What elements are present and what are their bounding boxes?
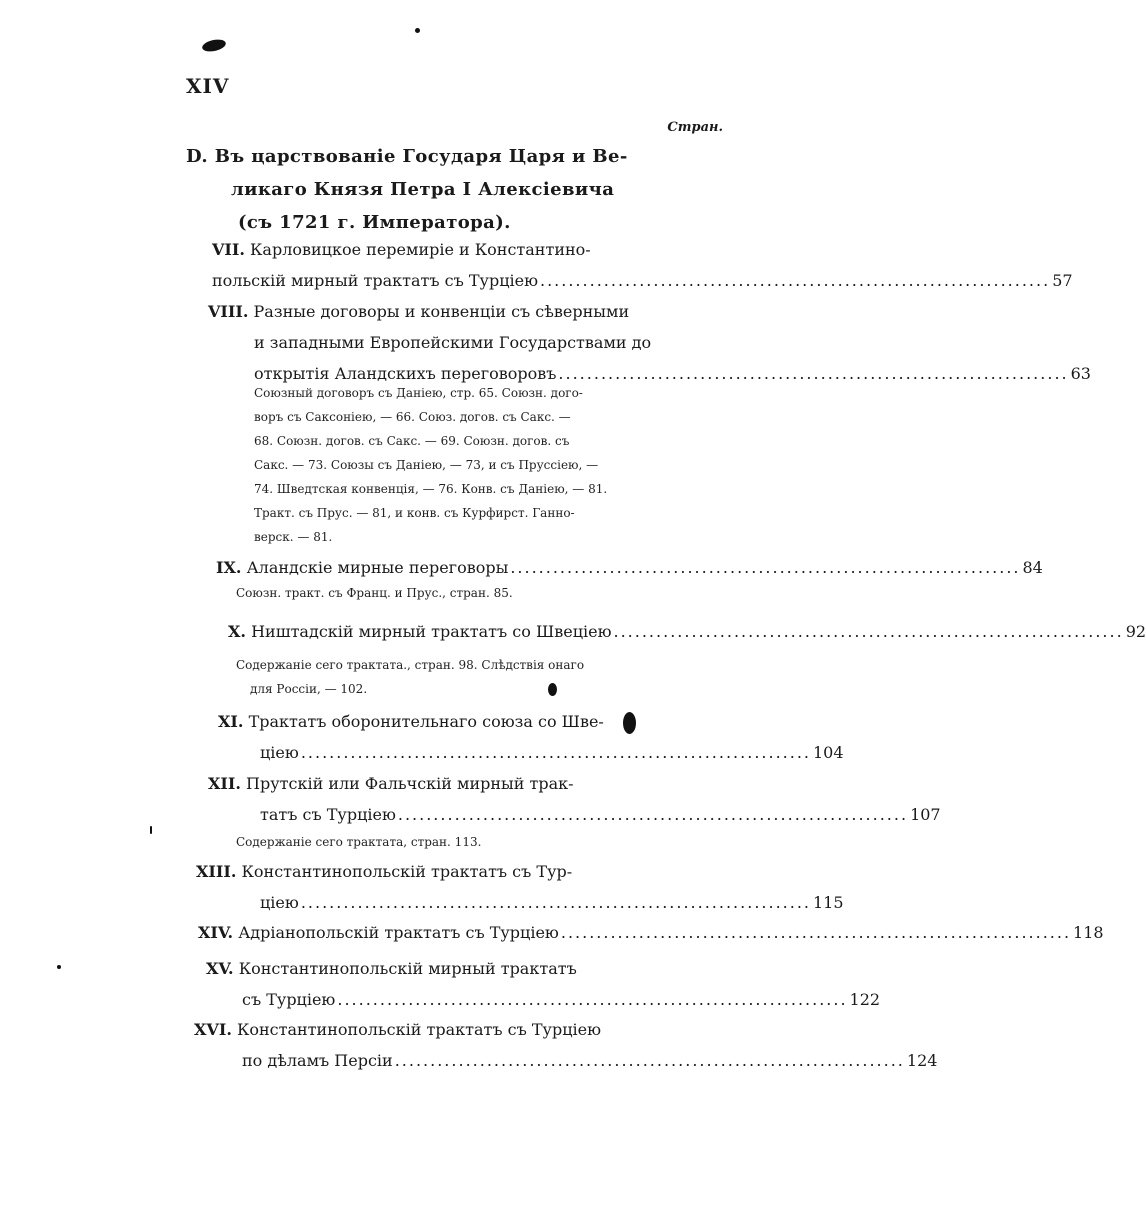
entry-page: 104 [813, 743, 844, 762]
toc-entry-xiv [198, 917, 1104, 948]
ink-speck [415, 28, 420, 33]
entry-page: 107 [910, 805, 941, 824]
note-line: Союзн. тракт. съ Франц. и Прус., стран. 85. [236, 586, 513, 600]
entry-numeral: VIII. [208, 302, 249, 321]
toc-entry-vii [212, 234, 1073, 296]
toc-entry-xi [218, 706, 844, 768]
leader-dots: ........................................................................ [300, 893, 811, 912]
entry-title-line: польскій мирный трактатъ съ Турціею [212, 271, 538, 290]
entry-page: 122 [849, 990, 881, 1009]
toc-entry-xii [208, 768, 941, 830]
entry-title-line: Адріанопольскій трактатъ съ Турціею [238, 923, 559, 942]
note-line: Союзный договоръ съ Даніею, стр. 65. Союзн. дого- [254, 386, 583, 400]
note-line: воръ съ Саксоніею, — 66. Союз. догов. съ Сакс. — [254, 410, 571, 424]
section-d-heading [186, 140, 706, 239]
note-line: для Россіи, — 102. [250, 682, 368, 696]
leader-dots: ........................................................................ [510, 558, 1021, 577]
entry-numeral: XV. [206, 959, 234, 978]
entry-title-line: Карловицкое перемиріе и Константино- [250, 240, 591, 259]
entry-page: 92 [1125, 622, 1146, 641]
leader-dots: ........................................................................ [300, 743, 811, 762]
note-x [236, 653, 676, 701]
entry-numeral: IX. [216, 558, 242, 577]
entry-page: 124 [906, 1051, 938, 1070]
entry-title-line: Константинопольскій трактатъ съ Тур- [241, 862, 573, 881]
ink-speck [57, 965, 61, 969]
entry-page: 84 [1022, 558, 1043, 577]
leader-dots: ........................................................................ [613, 622, 1124, 641]
entry-numeral: XI. [218, 712, 244, 731]
note-line: верск. — 81. [254, 530, 333, 544]
entry-title-line: Разные договоры и конвенціи съ сѣверными [253, 302, 630, 321]
entry-page: 63 [1070, 364, 1091, 383]
leader-dots: ........................................................................ [397, 805, 909, 824]
toc-entry-xv [206, 953, 881, 1015]
toc-entry-viii [208, 296, 1091, 389]
entry-title-line: татъ съ Турціею [260, 805, 396, 824]
entry-page: 118 [1073, 923, 1104, 942]
note-ix [236, 581, 676, 605]
note-line: 68. Союзн. догов. съ Сакс. — 69. Союзн. догов. съ [254, 434, 570, 448]
entry-numeral: VII. [212, 240, 245, 259]
entry-title-line: ціею [260, 893, 299, 912]
page-column-label: Стран. [667, 120, 723, 135]
toc-entry-xvi [194, 1014, 938, 1076]
note-line: Содержаніе сего трактата, стран. 113. [236, 835, 482, 849]
toc-entry-x [228, 616, 1146, 647]
entry-title-line: Константинопольскій трактатъ съ Турціею [236, 1020, 601, 1039]
leader-dots: ........................................................................ [560, 923, 1072, 942]
section-d-line: (съ 1721 г. Императора). [238, 212, 511, 233]
section-d-line: D. Въ царствованіе Государя Царя и Ве- [186, 146, 628, 167]
leader-dots: ........................................................................ [337, 990, 848, 1009]
ink-blot [201, 38, 227, 54]
entry-title-line: Константинопольскій мирный трактатъ [238, 959, 577, 978]
note-xii [236, 830, 676, 854]
ink-speck [150, 826, 152, 834]
entry-title-line: Прутскій или Фальчскій мирный трак- [246, 774, 574, 793]
entry-numeral: XII. [208, 774, 241, 793]
leader-dots: ........................................................................ [558, 364, 1069, 383]
entry-title-line: по дѣламъ Персіи [242, 1051, 393, 1070]
entry-numeral: XIV. [198, 923, 234, 942]
note-viii [254, 381, 684, 549]
ink-speck [548, 683, 557, 696]
entry-title-line: и западными Европейскими Государствами до [254, 333, 652, 352]
leader-dots: ........................................................................ [540, 271, 1051, 290]
section-d-line: ликаго Князя Петра I Алексіевича [231, 179, 615, 200]
entry-title-line: Трактатъ оборонительнаго союза со Шве- [248, 712, 604, 731]
toc-entry-xiii [196, 856, 844, 918]
entry-numeral: XVI. [194, 1020, 232, 1039]
note-line: Тракт. съ Прус. — 81, и конв. съ Курфирст. Ганно- [254, 506, 575, 520]
entry-page: 115 [813, 893, 844, 912]
entry-title-line: Ништадскій мирный трактатъ со Швеціею [251, 622, 612, 641]
note-line: Содержаніе сего трактата., стран. 98. Слѣдствія онаго [236, 658, 585, 672]
ink-blot [623, 712, 636, 734]
page-number: XIV [186, 74, 230, 98]
leader-dots: ........................................................................ [394, 1051, 905, 1070]
entry-title-line: Аландскіе мирные переговоры [246, 558, 509, 577]
toc-entry-ix [216, 552, 1043, 583]
entry-title-line: ціею [260, 743, 299, 762]
entry-title-line: открытія Аландскихъ переговоровъ [254, 364, 557, 383]
note-line: Сакс. — 73. Союзы съ Даніею, — 73, и съ Пруссіею, — [254, 458, 599, 472]
entry-numeral: XIII. [196, 862, 237, 881]
entry-numeral: X. [228, 622, 246, 641]
entry-title-line: съ Турціею [242, 990, 336, 1009]
entry-page: 57 [1052, 271, 1073, 290]
note-line: 74. Шведтская конвенція, — 76. Конв. съ Даніею, — 81. [254, 482, 608, 496]
